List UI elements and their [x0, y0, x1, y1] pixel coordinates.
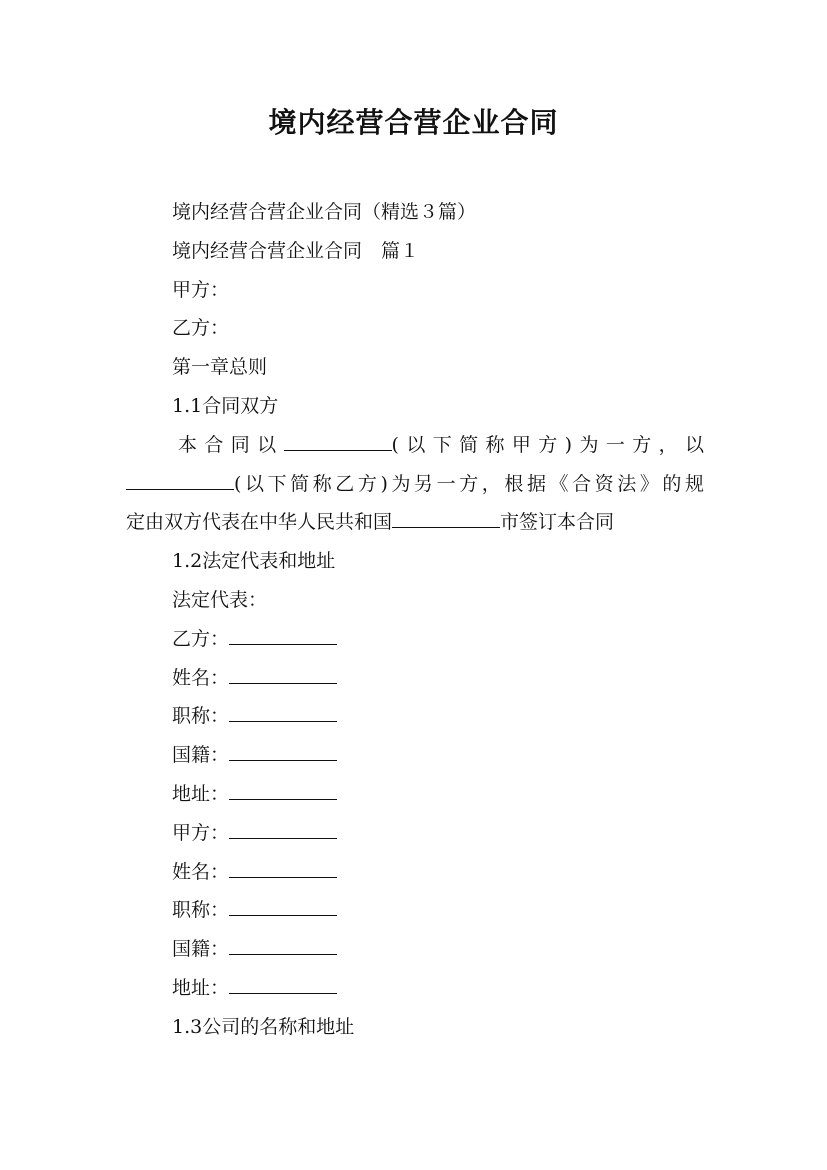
- paragraph-text: 本合同以: [178, 433, 284, 456]
- paragraph-text: 市签订本合同: [500, 511, 615, 534]
- field-label: 国籍：: [172, 744, 230, 767]
- party-b-label: 乙方：: [172, 317, 230, 340]
- paragraph-text: 定由双方代表在中华人民共和国: [126, 511, 393, 534]
- a-title-field: [126, 891, 704, 930]
- b-nationality-field: [126, 736, 704, 775]
- fill-in-blank: [229, 624, 337, 645]
- paragraph-text: (以下简称甲方)为一方，以: [391, 433, 704, 456]
- field-label: 地址：: [172, 976, 230, 999]
- document-body: [126, 193, 704, 1047]
- fill-in-blank: [229, 973, 337, 994]
- document-title: 境内经营合营企业合同: [268, 106, 559, 139]
- section-heading-1-3: 1.3公司的名称和地址: [172, 1015, 355, 1038]
- paragraph-line-1: [126, 426, 704, 465]
- field-label: 甲方：: [172, 821, 230, 844]
- field-label: 职称：: [172, 899, 230, 922]
- field-label: 地址：: [172, 782, 230, 805]
- fill-in-blank: [229, 895, 337, 916]
- paragraph-line-2: [126, 465, 704, 504]
- a-address-field: [126, 969, 704, 1008]
- a-party-field: [126, 814, 704, 853]
- subtitle-line: 境内经营合营企业合同（精选３篇）: [172, 201, 477, 223]
- part-heading: 境内经营合营企业合同 篇１: [172, 239, 420, 262]
- fill-in-blank: [229, 818, 337, 839]
- fill-in-blank: [392, 507, 500, 528]
- b-name-field: [126, 659, 704, 698]
- field-label: 姓名：: [172, 860, 230, 883]
- party-a-label: 甲方：: [172, 278, 230, 301]
- fill-in-blank: [229, 857, 337, 878]
- a-name-field: [126, 853, 704, 892]
- field-label: 姓名：: [172, 666, 230, 689]
- section-heading-1-2: 1.2法定代表和地址: [172, 550, 336, 573]
- field-label: 职称：: [172, 705, 230, 728]
- paragraph-line-3: [126, 503, 704, 542]
- a-nationality-field: [126, 930, 704, 969]
- fill-in-blank: [284, 430, 392, 451]
- chapter-heading: 第一章总则: [172, 356, 268, 379]
- fill-in-blank: [229, 663, 337, 684]
- paragraph-text: (以下简称乙方)为另一方，根据《合资法》的规: [234, 472, 704, 495]
- fill-in-blank: [229, 779, 337, 800]
- b-party-field: [126, 620, 704, 659]
- field-label: 国籍：: [172, 938, 230, 961]
- legal-rep-label: 法定代表：: [172, 588, 268, 611]
- fill-in-blank: [229, 934, 337, 955]
- fill-in-blank: [126, 469, 234, 490]
- fill-in-blank: [229, 740, 337, 761]
- b-title-field: [126, 697, 704, 736]
- field-label: 乙方：: [172, 627, 230, 650]
- section-heading-1-1: 1.1合同双方: [172, 394, 279, 417]
- b-address-field: [126, 775, 704, 814]
- fill-in-blank: [229, 701, 337, 722]
